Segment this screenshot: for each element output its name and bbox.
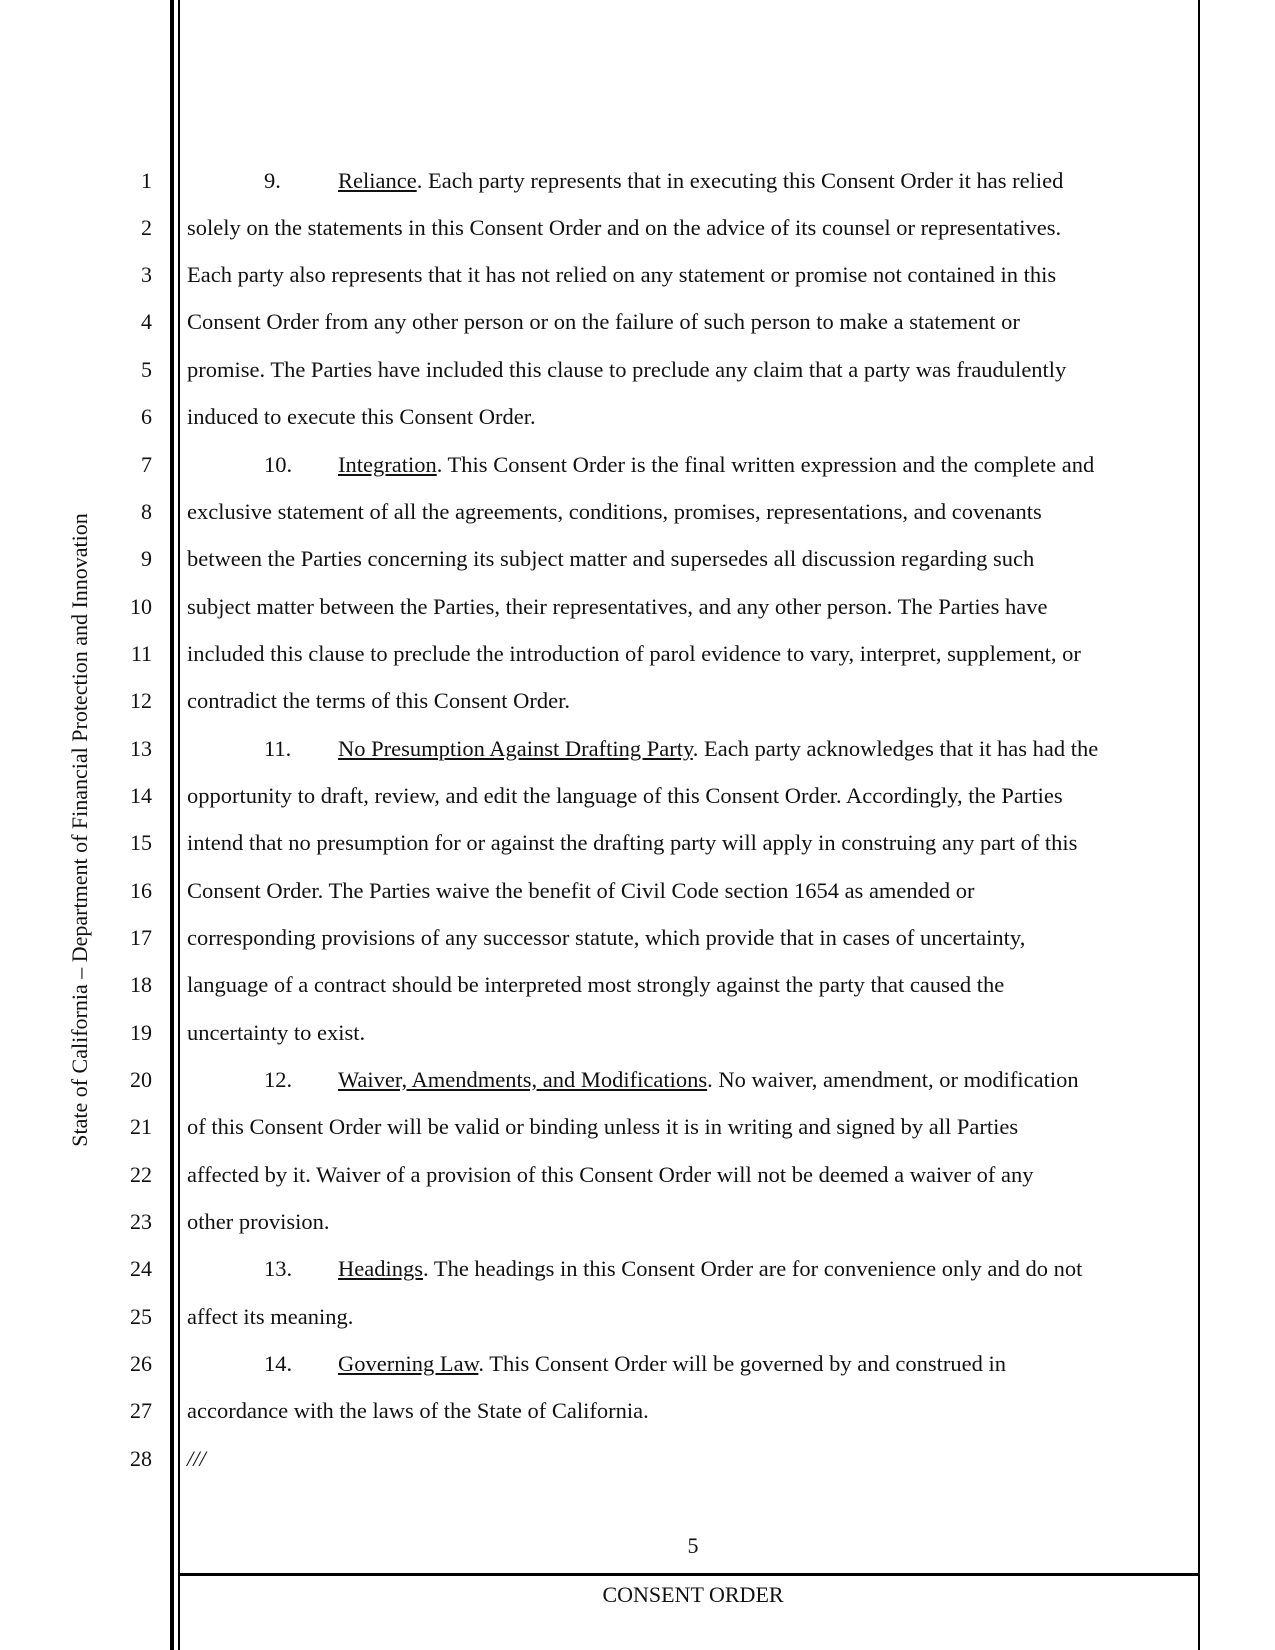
paragraph-10-line-1: 10. Integration. This Consent Order is the final written expression and the complete and: [264, 452, 1095, 477]
line-number: 13: [130, 736, 152, 761]
line-number: 15: [130, 830, 152, 855]
paragraph-13-line-1: 13. Headings. The headings in this Consent Order are for convenience only and do not: [264, 1256, 1083, 1281]
text-line: opportunity to draft, review, and edit the language of this Consent Order. Accordingly, the Parties: [187, 783, 1063, 808]
line-number: 23: [130, 1209, 152, 1234]
line-number: 7: [141, 452, 152, 477]
line-number: 1: [141, 168, 152, 193]
paragraph-heading: Headings: [338, 1256, 423, 1281]
right-rule: [1198, 0, 1200, 1650]
line-number: 27: [130, 1398, 152, 1423]
text-line: exclusive statement of all the agreements, conditions, promises, representations, and covenants: [187, 499, 1042, 524]
line-number: 21: [130, 1114, 152, 1139]
text-line: intend that no presumption for or against the drafting party will apply in construing any part of this: [187, 830, 1078, 855]
line-number: 6: [141, 404, 152, 429]
paragraph-heading: No Presumption Against Drafting Party: [338, 736, 693, 761]
text-line: Consent Order. The Parties waive the benefit of Civil Code section 1654 as amended or: [187, 878, 975, 903]
paragraph-heading: Reliance: [338, 168, 417, 193]
line-number: 5: [141, 357, 152, 382]
text-line: uncertainty to exist.: [187, 1020, 366, 1045]
text-line: between the Parties concerning its subject matter and supersedes all discussion regarding such: [187, 546, 1035, 571]
line-number: 28: [130, 1446, 152, 1471]
line-number: 8: [141, 499, 152, 524]
line-number: 20: [130, 1067, 152, 1092]
line-number: 10: [130, 594, 152, 619]
line-number: 11: [130, 641, 152, 666]
paragraph-11-line-1: 11. No Presumption Against Drafting Party. Each party acknowledges that it has had the: [264, 736, 1099, 761]
text-line: affected by it. Waiver of a provision of this Consent Order will not be deemed a waiver of any: [187, 1162, 1034, 1187]
paragraph-number: 11.: [264, 736, 292, 761]
line-number: 16: [130, 878, 152, 903]
text-line: contradict the terms of this Consent Order.: [187, 688, 571, 713]
text-line: corresponding provisions of any successor statute, which provide that in cases of uncertainty,: [187, 925, 1026, 950]
line-number: 24: [130, 1256, 152, 1281]
text-line: subject matter between the Parties, their representatives, and any other person. The Parties have: [187, 594, 1048, 619]
line-number: 19: [130, 1020, 152, 1045]
paragraph-number: 14.: [264, 1351, 293, 1376]
text-line: other provision.: [187, 1209, 330, 1234]
text-line: accordance with the laws of the State of California.: [187, 1398, 649, 1423]
text-line: language of a contract should be interpreted most strongly against the party that caused the: [187, 972, 1005, 997]
text-line: Consent Order from any other person or on the failure of such person to make a statement or: [187, 309, 1020, 334]
text-line: Each party also represents that it has not relied on any statement or promise not contained in this: [187, 262, 1057, 287]
continuation-marker: ///: [187, 1446, 206, 1471]
paragraph-12-line-1: 12. Waiver, Amendments, and Modifications. No waiver, amendment, or modification: [264, 1067, 1079, 1092]
text-line: included this clause to preclude the introduction of parol evidence to vary, interpret, supplement, or: [187, 641, 1081, 666]
left-rule-thick: [170, 0, 174, 1650]
line-number: 17: [130, 925, 152, 950]
line-number: 3: [141, 262, 152, 287]
footer-rule: [180, 1573, 1200, 1576]
line-number: 18: [130, 972, 152, 997]
paragraph-14-line-1: 14. Governing Law. This Consent Order will be governed by and construed in: [264, 1351, 1006, 1376]
paragraph-number: 9.: [264, 168, 281, 193]
footer-title: CONSENT ORDER: [602, 1582, 784, 1607]
line-number: 12: [130, 688, 152, 713]
page-number: 5: [687, 1533, 699, 1558]
line-number: 2: [141, 215, 152, 240]
line-number: 4: [141, 309, 152, 334]
text-line: induced to execute this Consent Order.: [187, 404, 536, 429]
paragraph-number: 10.: [264, 452, 293, 477]
paragraph-number: 12.: [264, 1067, 293, 1092]
line-number: 14: [130, 783, 152, 808]
text-line: affect its meaning.: [187, 1304, 354, 1329]
paragraph-number: 13.: [264, 1256, 293, 1281]
paragraph-heading: Integration: [338, 452, 437, 477]
left-rule-thin: [178, 0, 180, 1650]
line-number: 9: [141, 546, 152, 571]
line-number: 26: [130, 1351, 152, 1376]
text-line: of this Consent Order will be valid or binding unless it is in writing and signed by all Parties: [187, 1114, 1019, 1139]
text-line: promise. The Parties have included this clause to preclude any claim that a party was fraudulently: [187, 357, 1067, 382]
text-line: solely on the statements in this Consent Order and on the advice of its counsel or representatives.: [187, 215, 1062, 240]
paragraph-heading: Governing Law: [338, 1351, 479, 1376]
side-caption: State of California – Department of Financial Protection and Innovation: [67, 513, 92, 1147]
line-number: 22: [130, 1162, 152, 1187]
paragraph-heading: Waiver, Amendments, and Modifications: [338, 1067, 708, 1092]
line-number: 25: [130, 1304, 152, 1329]
paragraph-9-line-1: 9. Reliance. Each party represents that in executing this Consent Order it has relied: [264, 168, 1064, 193]
